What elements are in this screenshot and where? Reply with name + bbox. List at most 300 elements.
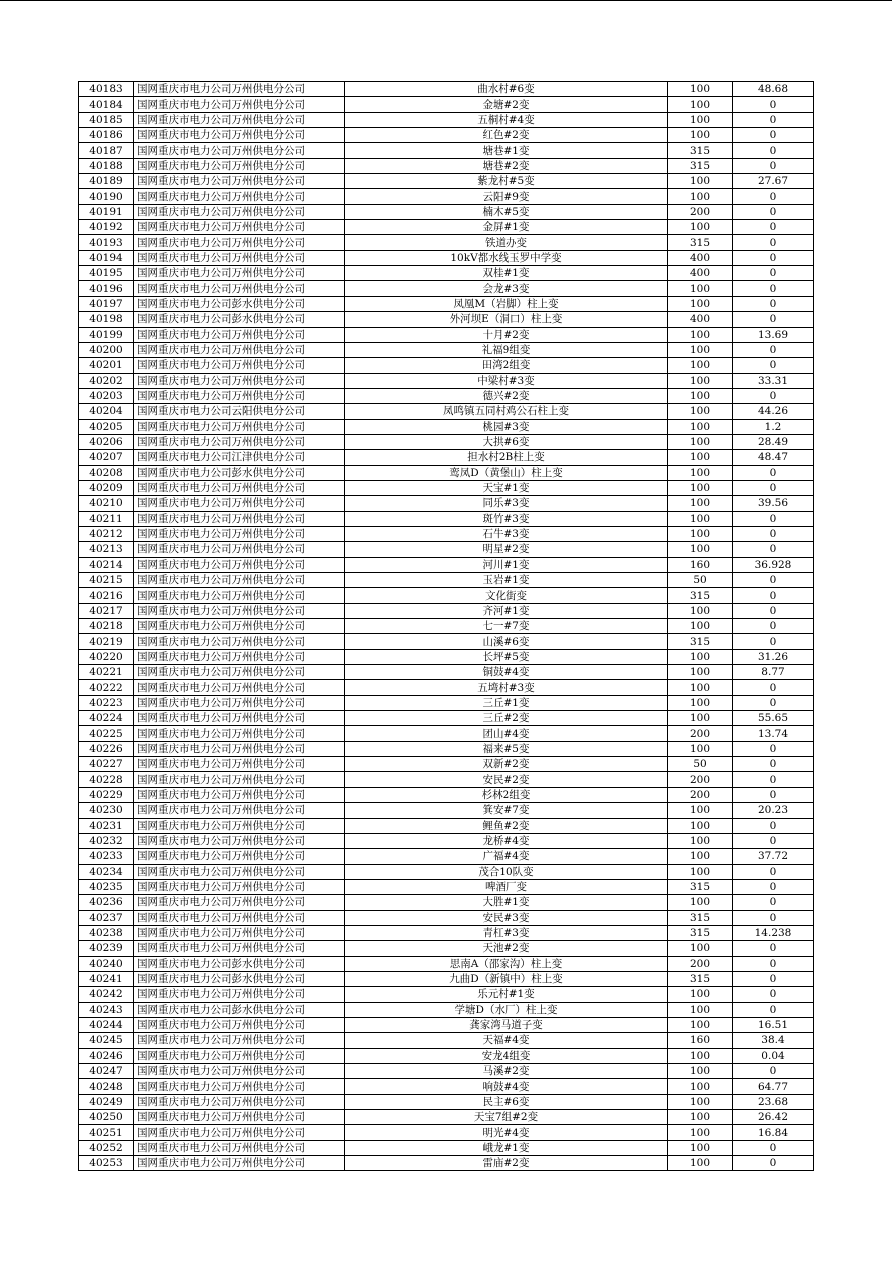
capacity-cell: 200 [668,787,733,802]
company-cell: 国网重庆市电力公司万州供电分公司 [134,189,345,204]
transformer-name-cell: 塘巷#1变 [345,143,668,158]
row-id-cell: 40249 [79,1094,134,1109]
company-cell: 国网重庆市电力公司万州供电分公司 [134,1064,345,1079]
value-cell: 13.74 [733,726,814,741]
company-cell: 国网重庆市电力公司万州供电分公司 [134,741,345,756]
capacity-cell: 100 [668,895,733,910]
value-cell: 48.68 [733,82,814,97]
row-id-cell: 40238 [79,925,134,940]
transformer-name-cell: 石牛#3变 [345,526,668,541]
table-row [79,741,814,756]
table-row [79,1125,814,1140]
transformer-name-cell: 凤鸣镇五同村鸡公石柱上变 [345,404,668,419]
transformer-name-cell: 凤凰M（岩脚）柱上变 [345,296,668,311]
capacity-cell: 100 [668,741,733,756]
value-cell: 0.04 [733,1048,814,1063]
table-row [79,82,814,97]
value-cell: 0 [733,787,814,802]
table-row [79,757,814,772]
value-cell: 37.72 [733,849,814,864]
transformer-name-cell: 杉林2组变 [345,787,668,802]
company-cell: 国网重庆市电力公司万州供电分公司 [134,649,345,664]
capacity-cell: 100 [668,220,733,235]
company-cell: 国网重庆市电力公司万州供电分公司 [134,342,345,357]
table-row [79,695,814,710]
transformer-name-cell: 斑竹#3变 [345,511,668,526]
value-cell: 0 [733,342,814,357]
company-cell: 国网重庆市电力公司万州供电分公司 [134,82,345,97]
value-cell: 0 [733,296,814,311]
row-id-cell: 40243 [79,1002,134,1017]
capacity-cell: 100 [668,833,733,848]
table-row [79,112,814,127]
company-cell: 国网重庆市电力公司万州供电分公司 [134,588,345,603]
row-id-cell: 40186 [79,128,134,143]
value-cell: 0 [733,189,814,204]
company-cell: 国网重庆市电力公司万州供电分公司 [134,388,345,403]
value-cell: 64.77 [733,1079,814,1094]
capacity-cell: 100 [668,1110,733,1125]
company-cell: 国网重庆市电力公司万州供电分公司 [134,987,345,1002]
transformer-name-cell: 茂合10队变 [345,864,668,879]
table-row [79,557,814,572]
table-row [79,1064,814,1079]
company-cell: 国网重庆市电力公司万州供电分公司 [134,1079,345,1094]
company-cell: 国网重庆市电力公司万州供电分公司 [134,619,345,634]
table-row [79,373,814,388]
table-row [79,235,814,250]
company-cell: 国网重庆市电力公司万州供电分公司 [134,143,345,158]
value-cell: 0 [733,388,814,403]
row-id-cell: 40246 [79,1048,134,1063]
row-id-cell: 40223 [79,695,134,710]
capacity-cell: 100 [668,1125,733,1140]
company-cell: 国网重庆市电力公司万州供电分公司 [134,112,345,127]
transformer-name-cell: 中梁村#3变 [345,373,668,388]
capacity-cell: 100 [668,82,733,97]
row-id-cell: 40206 [79,434,134,449]
company-cell: 国网重庆市电力公司彭水供电分公司 [134,465,345,480]
transformer-name-cell: 响鼓#4变 [345,1079,668,1094]
row-id-cell: 40190 [79,189,134,204]
row-id-cell: 40242 [79,987,134,1002]
value-cell: 0 [733,956,814,971]
row-id-cell: 40236 [79,895,134,910]
capacity-cell: 100 [668,281,733,296]
value-cell: 39.56 [733,496,814,511]
transformer-name-cell: 天福#4变 [345,1033,668,1048]
transformer-name-cell: 田湾2组变 [345,358,668,373]
company-cell: 国网重庆市电力公司万州供电分公司 [134,480,345,495]
capacity-cell: 100 [668,496,733,511]
row-id-cell: 40198 [79,312,134,327]
row-id-cell: 40226 [79,741,134,756]
company-cell: 国网重庆市电力公司万州供电分公司 [134,250,345,265]
capacity-cell: 100 [668,419,733,434]
value-cell: 0 [733,97,814,112]
transformer-name-cell: 天宝7组#2变 [345,1110,668,1125]
transformer-name-cell: 长坪#5变 [345,649,668,664]
row-id-cell: 40228 [79,772,134,787]
table-row [79,419,814,434]
capacity-cell: 315 [668,971,733,986]
company-cell: 国网重庆市电力公司万州供电分公司 [134,711,345,726]
table-row [79,250,814,265]
capacity-cell: 100 [668,97,733,112]
company-cell: 国网重庆市电力公司万州供电分公司 [134,573,345,588]
value-cell: 0 [733,511,814,526]
value-cell: 0 [733,987,814,1002]
capacity-cell: 100 [668,373,733,388]
capacity-cell: 100 [668,465,733,480]
value-cell: 0 [733,235,814,250]
capacity-cell: 100 [668,1156,733,1171]
company-cell: 国网重庆市电力公司万州供电分公司 [134,803,345,818]
company-cell: 国网重庆市电力公司万州供电分公司 [134,327,345,342]
transformer-name-cell: 楠木#5变 [345,204,668,219]
capacity-cell: 100 [668,434,733,449]
row-id-cell: 40183 [79,82,134,97]
table-row [79,296,814,311]
company-cell: 国网重庆市电力公司万州供电分公司 [134,434,345,449]
capacity-cell: 200 [668,956,733,971]
capacity-cell: 100 [668,450,733,465]
value-cell: 44.26 [733,404,814,419]
capacity-cell: 400 [668,266,733,281]
capacity-cell: 100 [668,803,733,818]
capacity-cell: 100 [668,1140,733,1155]
value-cell: 26.42 [733,1110,814,1125]
capacity-cell: 200 [668,726,733,741]
row-id-cell: 40187 [79,143,134,158]
capacity-cell: 315 [668,879,733,894]
table-row [79,174,814,189]
value-cell: 0 [733,143,814,158]
transformer-name-cell: 雷庙#2变 [345,1156,668,1171]
company-cell: 国网重庆市电力公司万州供电分公司 [134,174,345,189]
table-row [79,450,814,465]
transformer-name-cell: 马溪#2变 [345,1064,668,1079]
capacity-cell: 100 [668,603,733,618]
value-cell: 0 [733,1002,814,1017]
company-cell: 国网重庆市电力公司彭水供电分公司 [134,1002,345,1017]
capacity-cell: 100 [668,1094,733,1109]
capacity-cell: 400 [668,312,733,327]
table-row [79,1002,814,1017]
company-cell: 国网重庆市电力公司万州供电分公司 [134,220,345,235]
capacity-cell: 100 [668,404,733,419]
row-id-cell: 40207 [79,450,134,465]
capacity-cell: 100 [668,174,733,189]
capacity-cell: 100 [668,818,733,833]
company-cell: 国网重庆市电力公司彭水供电分公司 [134,971,345,986]
capacity-cell: 100 [668,327,733,342]
table-body [79,82,814,1171]
table-row [79,281,814,296]
capacity-cell: 315 [668,910,733,925]
row-id-cell: 40217 [79,603,134,618]
capacity-cell: 100 [668,695,733,710]
capacity-cell: 100 [668,480,733,495]
transformer-name-cell: 天池#2变 [345,941,668,956]
capacity-cell: 100 [668,526,733,541]
company-cell: 国网重庆市电力公司万州供电分公司 [134,910,345,925]
table-row [79,1110,814,1125]
table-row [79,404,814,419]
transformer-name-cell: 桃园#3变 [345,419,668,434]
table-row [79,143,814,158]
value-cell: 23.68 [733,1094,814,1109]
table-row [79,312,814,327]
table-row [79,496,814,511]
row-id-cell: 40215 [79,573,134,588]
transformer-name-cell: 10kV都水线玉罗中学变 [345,250,668,265]
company-cell: 国网重庆市电力公司万州供电分公司 [134,895,345,910]
transformer-data-table [78,81,814,1171]
table-row [79,1140,814,1155]
capacity-cell: 160 [668,1033,733,1048]
transformer-name-cell: 民主#6变 [345,1094,668,1109]
company-cell: 国网重庆市电力公司万州供电分公司 [134,1110,345,1125]
table-row [79,603,814,618]
value-cell: 0 [733,864,814,879]
transformer-name-cell: 河川#1变 [345,557,668,572]
row-id-cell: 40205 [79,419,134,434]
company-cell: 国网重庆市电力公司万州供电分公司 [134,496,345,511]
value-cell: 0 [733,879,814,894]
company-cell: 国网重庆市电力公司万州供电分公司 [134,266,345,281]
value-cell: 36.928 [733,557,814,572]
transformer-name-cell: 云阳#9变 [345,189,668,204]
company-cell: 国网重庆市电力公司万州供电分公司 [134,726,345,741]
row-id-cell: 40250 [79,1110,134,1125]
transformer-name-cell: 齐河#1变 [345,603,668,618]
company-cell: 国网重庆市电力公司万州供电分公司 [134,665,345,680]
capacity-cell: 50 [668,573,733,588]
transformer-name-cell: 青杠#3变 [345,925,668,940]
table-row [79,1017,814,1032]
transformer-name-cell: 铁道办变 [345,235,668,250]
transformer-name-cell: 啤酒厂变 [345,879,668,894]
transformer-name-cell: 龙桥#4变 [345,833,668,848]
row-id-cell: 40192 [79,220,134,235]
value-cell: 0 [733,266,814,281]
page-top-border [0,0,892,1]
company-cell: 国网重庆市电力公司云阳供电分公司 [134,404,345,419]
row-id-cell: 40204 [79,404,134,419]
capacity-cell: 100 [668,649,733,664]
value-cell: 0 [733,220,814,235]
row-id-cell: 40230 [79,803,134,818]
value-cell: 0 [733,465,814,480]
capacity-cell: 100 [668,619,733,634]
transformer-name-cell: 双新#2变 [345,757,668,772]
table-row [79,879,814,894]
company-cell: 国网重庆市电力公司万州供电分公司 [134,695,345,710]
transformer-name-cell: 红色#2变 [345,128,668,143]
table-row [79,987,814,1002]
row-id-cell: 40248 [79,1079,134,1094]
row-id-cell: 40247 [79,1064,134,1079]
value-cell: 0 [733,971,814,986]
value-cell: 31.26 [733,649,814,664]
company-cell: 国网重庆市电力公司万州供电分公司 [134,849,345,864]
table-row [79,680,814,695]
row-id-cell: 40211 [79,511,134,526]
transformer-name-cell: 龚家湾马道子变 [345,1017,668,1032]
table-row [79,833,814,848]
row-id-cell: 40231 [79,818,134,833]
capacity-cell: 100 [668,849,733,864]
transformer-name-cell: 学塘D（水厂）柱上变 [345,1002,668,1017]
value-cell: 0 [733,480,814,495]
table-row [79,588,814,603]
company-cell: 国网重庆市电力公司万州供电分公司 [134,879,345,894]
capacity-cell: 100 [668,128,733,143]
row-id-cell: 40218 [79,619,134,634]
company-cell: 国网重庆市电力公司万州供电分公司 [134,603,345,618]
value-cell: 0 [733,573,814,588]
table-row [79,803,814,818]
table-row [79,1048,814,1063]
transformer-name-cell: 峨龙#1变 [345,1140,668,1155]
transformer-name-cell: 山溪#6变 [345,634,668,649]
company-cell: 国网重庆市电力公司万州供电分公司 [134,772,345,787]
table-row [79,619,814,634]
row-id-cell: 40227 [79,757,134,772]
transformer-name-cell: 同乐#3变 [345,496,668,511]
table-row [79,189,814,204]
company-cell: 国网重庆市电力公司万州供电分公司 [134,634,345,649]
capacity-cell: 315 [668,634,733,649]
table-row [79,726,814,741]
value-cell: 0 [733,358,814,373]
row-id-cell: 40184 [79,97,134,112]
company-cell: 国网重庆市电力公司万州供电分公司 [134,925,345,940]
capacity-cell: 100 [668,665,733,680]
capacity-cell: 100 [668,987,733,1002]
row-id-cell: 40208 [79,465,134,480]
row-id-cell: 40235 [79,879,134,894]
transformer-name-cell: 外河坝E（洞口）柱上变 [345,312,668,327]
capacity-cell: 100 [668,680,733,695]
transformer-name-cell: 安民#3变 [345,910,668,925]
row-id-cell: 40191 [79,204,134,219]
value-cell: 0 [733,588,814,603]
value-cell: 0 [733,941,814,956]
company-cell: 国网重庆市电力公司万州供电分公司 [134,281,345,296]
company-cell: 国网重庆市电力公司万州供电分公司 [134,542,345,557]
value-cell: 0 [733,204,814,219]
row-id-cell: 40251 [79,1125,134,1140]
capacity-cell: 100 [668,189,733,204]
transformer-name-cell: 明星#2变 [345,542,668,557]
capacity-cell: 100 [668,1048,733,1063]
value-cell: 1.2 [733,419,814,434]
table-row [79,388,814,403]
transformer-name-cell: 团山#4变 [345,726,668,741]
row-id-cell: 40244 [79,1017,134,1032]
table-row [79,526,814,541]
table-row [79,787,814,802]
transformer-name-cell: 文化街变 [345,588,668,603]
table-row [79,849,814,864]
table-row [79,1156,814,1171]
capacity-cell: 315 [668,143,733,158]
value-cell: 0 [733,250,814,265]
company-cell: 国网重庆市电力公司万州供电分公司 [134,757,345,772]
value-cell: 0 [733,1156,814,1171]
row-id-cell: 40203 [79,388,134,403]
value-cell: 28.49 [733,434,814,449]
table-row [79,925,814,940]
row-id-cell: 40245 [79,1033,134,1048]
value-cell: 0 [733,741,814,756]
value-cell: 0 [733,281,814,296]
table-row [79,711,814,726]
row-id-cell: 40201 [79,358,134,373]
transformer-name-cell: 礼福9组变 [345,342,668,357]
row-id-cell: 40233 [79,849,134,864]
table-row [79,956,814,971]
row-id-cell: 40189 [79,174,134,189]
transformer-name-cell: 广福#4变 [345,849,668,864]
row-id-cell: 40224 [79,711,134,726]
row-id-cell: 40185 [79,112,134,127]
value-cell: 0 [733,158,814,173]
company-cell: 国网重庆市电力公司万州供电分公司 [134,1156,345,1171]
row-id-cell: 40253 [79,1156,134,1171]
table-row [79,542,814,557]
row-id-cell: 40200 [79,342,134,357]
transformer-name-cell: 十月#2变 [345,327,668,342]
capacity-cell: 100 [668,511,733,526]
company-cell: 国网重庆市电力公司万州供电分公司 [134,680,345,695]
table-row [79,573,814,588]
row-id-cell: 40225 [79,726,134,741]
company-cell: 国网重庆市电力公司万州供电分公司 [134,511,345,526]
company-cell: 国网重庆市电力公司万州供电分公司 [134,557,345,572]
row-id-cell: 40199 [79,327,134,342]
table-row [79,665,814,680]
transformer-name-cell: 五塆村#3变 [345,680,668,695]
row-id-cell: 40232 [79,833,134,848]
row-id-cell: 40202 [79,373,134,388]
capacity-cell: 100 [668,941,733,956]
value-cell: 0 [733,312,814,327]
capacity-cell: 100 [668,358,733,373]
company-cell: 国网重庆市电力公司万州供电分公司 [134,1140,345,1155]
value-cell: 0 [733,818,814,833]
transformer-name-cell: 大胜#1变 [345,895,668,910]
capacity-cell: 100 [668,711,733,726]
table-row [79,465,814,480]
value-cell: 20.23 [733,803,814,818]
value-cell: 0 [733,680,814,695]
value-cell: 16.84 [733,1125,814,1140]
row-id-cell: 40213 [79,542,134,557]
value-cell: 0 [733,833,814,848]
row-id-cell: 40229 [79,787,134,802]
value-cell: 0 [733,112,814,127]
value-cell: 13.69 [733,327,814,342]
transformer-name-cell: 乐元村#1变 [345,987,668,1002]
transformer-name-cell: 玉岩#1变 [345,573,668,588]
value-cell: 0 [733,128,814,143]
company-cell: 国网重庆市电力公司万州供电分公司 [134,373,345,388]
table-row [79,971,814,986]
table-row [79,1094,814,1109]
